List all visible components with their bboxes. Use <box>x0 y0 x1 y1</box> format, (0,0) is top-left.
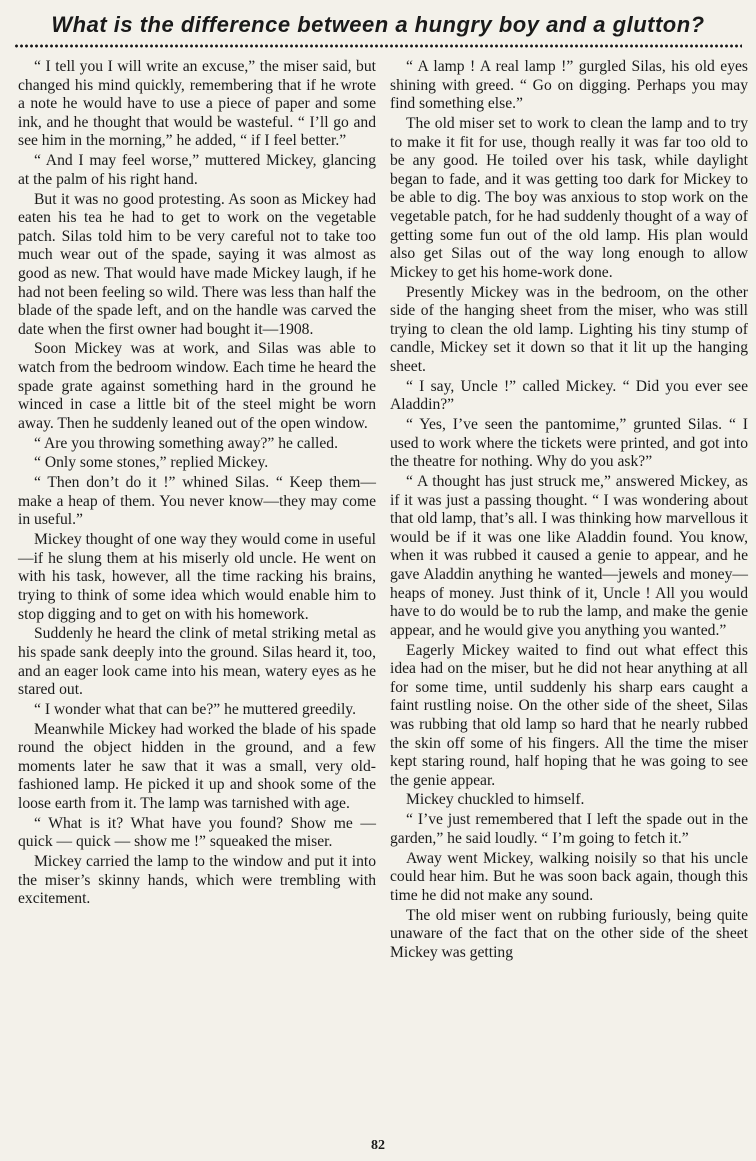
paragraph: “ I say, Uncle !” called Mickey. “ Did you ever see Aladdin?” <box>390 377 748 414</box>
left-column <box>18 58 376 910</box>
paragraph: “ What is it? What have you found? Show me — quick — quick — show me !” squeaked the miser. <box>18 814 376 851</box>
paragraph: “ Only some stones,” replied Mickey. <box>34 454 269 472</box>
paragraph: The old miser went on rubbing furiously, being quite unaware of the fact that on the other side of the sheet Mickey was getting <box>390 906 748 961</box>
paragraph: “ Yes, I’ve seen the pantomime,” grunted Silas. “ I used to work where the tickets were printed, and got into the theatre for nothing. Why do you ask?” <box>390 416 748 471</box>
paragraph: “ Are you throwing something away?” he called. <box>34 434 338 452</box>
paragraph: Mickey thought of one way they would come in useful—if he slung them at his miserly old uncle. He went on with his task, however, all the time racking his brains, trying to think of some idea which would enable him to stop digging and to get on with his homework. <box>18 531 376 623</box>
dotted-rule <box>14 44 742 48</box>
page-header <box>14 12 742 52</box>
paragraph: “ Then don’t do it !” whined Silas. “ Keep them—make a heap of them. You never know—they may come in useful.” <box>18 474 376 529</box>
paragraph: “ And I may feel worse,” muttered Mickey, glancing at the palm of his right hand. <box>18 152 376 188</box>
paragraph: “ I’ve just remembered that I left the spade out in the garden,” he said loudly. “ I’m going to fetch it.” <box>390 811 748 847</box>
paragraph: Away went Mickey, walking noisily so that his uncle could hear him. But he was soon back again, though this time he did not make any sound. <box>390 849 748 904</box>
paragraph: But it was no good protesting. As soon as Mickey had eaten his tea he had to get to work on the vegetable patch. Silas told him to be very careful not to take too much wear out of the spade, saying it was almost as good as new. That would have made Mickey laugh, if he had not been feeling so wild. There was less than half the blade of the spade left, and on the handle was carved the date when the first owner had bought it—1908. <box>18 190 376 338</box>
paragraph: “ A lamp ! A real lamp !” gurgled Silas, his old eyes shining with greed. “ Go on digging. Perhaps you may find something else.” <box>390 58 748 113</box>
paragraph: “ I wonder what that can be?” he muttered greedily. <box>34 700 356 718</box>
page-number: 82 <box>371 1138 385 1153</box>
paragraph: Presently Mickey was in the bedroom, on the other side of the hanging sheet from the miser, who was still trying to clean the old lamp. Lighting his tiny stump of candle, Mickey set it down so that it lit up the hanging sheet. <box>390 283 748 375</box>
paragraph: Meanwhile Mickey had worked the blade of his spade round the object hidden in the ground, and a few moments later he saw that it was a small, very old-fashioned lamp. He picked it up and shook some of the loose earth from it. The lamp was tarnished with age. <box>18 720 376 813</box>
riddle-heading: What is the difference between a hungry boy and a glutton? <box>51 12 705 37</box>
paragraph: Suddenly he heard the clink of metal striking metal as his spade sank deeply into the ground. Silas heard it, too, and an eager look came into his mean, watery eyes as he stared out. <box>18 625 376 699</box>
paragraph: “ A thought has just struck me,” answered Mickey, as if it was just a passing thought. “ I was wondering about that old lamp, that’s all. I was thinking how marvellous it would be if it was one like Aladdin found. You know, when it was rubbed it caused a genie to appear, and he gave Aladdin anything he wanted—jewels and money—heaps of money. Just think of it, Uncle ! All you would have to do would be to rub the lamp, and make the genie appear, and he would give you anything you wanted.” <box>390 473 748 639</box>
paragraph: Eagerly Mickey waited to find out what effect this idea had on the miser, but he did not hear anything at all for some time, until suddenly his sharp ears caught a faint rustling noise. On the other side of the sheet, Silas was rubbing that old lamp so hard that he nearly rubbed the skin off some of his fingers. All the time the miser kept staring round, half hoping that he was going to see the genie appear. <box>390 641 748 789</box>
paragraph: “ I tell you I will write an excuse,” the miser said, but changed his mind quickly, remembering that if he wrote a note he would have to use a piece of paper and some ink, and he thought that would be wasteful. “ I’ll go and see him in the morning,” he added, “ if I feel better.” <box>18 58 376 150</box>
right-column <box>390 58 748 964</box>
paragraph: Soon Mickey was at work, and Silas was able to watch from the bedroom window. Each time he heard the spade grate against something hard in the ground he winced in case a little bit of the steel might be worn away. Then he suddenly leaned out of the open window. <box>18 340 376 432</box>
paragraph: The old miser set to work to clean the lamp and to try to make it fit for use, though really it was far too old to be any good. He toiled over his task, while daylight began to fade, and it was getting too dark for Mickey to be able to dig. The boy was anxious to stop work on the vegetable patch, for he had suddenly thought of a way of getting some fun out of the old lamp. His plan would also get Silas out of the way long enough to allow Mickey to get his home-work done. <box>390 114 748 281</box>
paragraph: Mickey chuckled to himself. <box>406 791 585 809</box>
paragraph: Mickey carried the lamp to the window and put it into the miser’s skinny hands, which were trembling with excitement. <box>18 853 376 908</box>
